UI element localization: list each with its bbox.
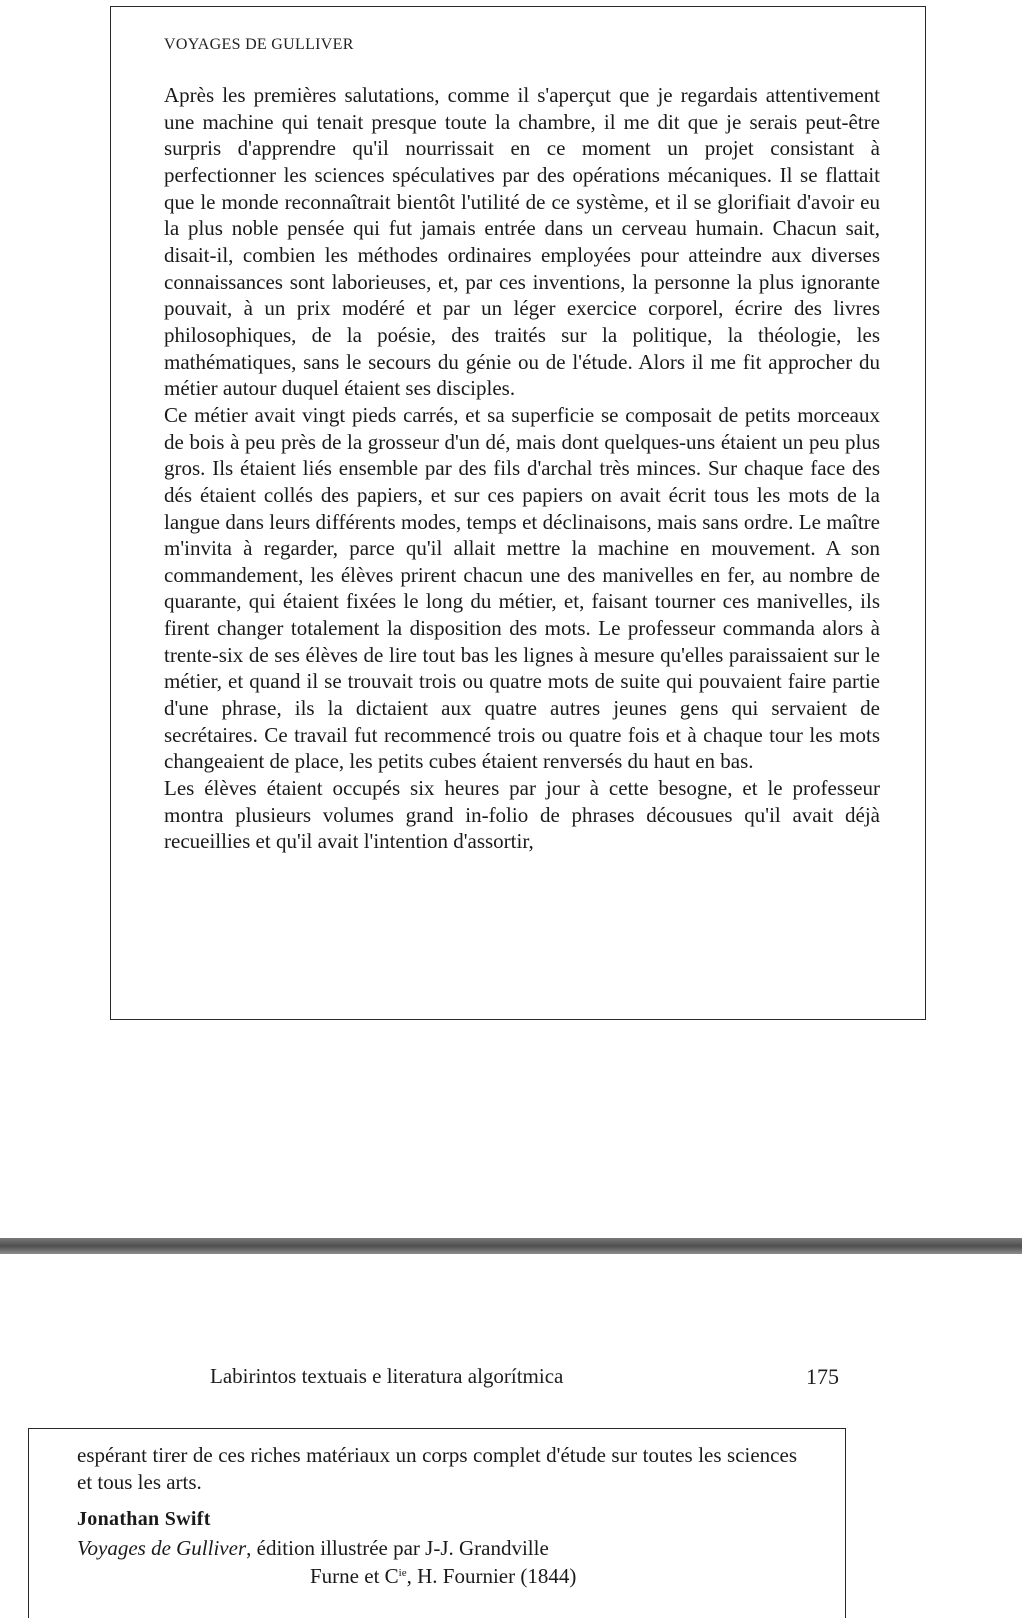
quotation-continuation: espérant tirer de ces riches matériaux un corps complet d'étude sur toutes les sciences et tous les arts.: [77, 1443, 797, 1494]
author-name: Jonathan Swift: [77, 1508, 211, 1530]
paragraph: Après les premières salutations, comme il s'aperçut que je regardais attentivement une machine qui tenait presque toute la chambre, il me dit que je serais peut-être surpris d'apprendre qu'il nourrissait en ce moment un projet consistant à perfectionner les sciences spéculatives par des opérations mécaniques. Il se flattait que le monde reconnaîtrait bientôt l'utilité de ce système, et il se glorifiait d'avoir eu la plus noble pensée qui fut jamais entrée dans un cerveau humain. Chacun sait, disait-il, combien les méthodes ordinaires employées pour atteindre aux diverses connaissances sont laborieuses, et, par ces inventions, la personne la plus ignorante pouvait, à un prix modéré et par un léger exercice corporel, écrire des livres philosophiques, de la poésie, des traités sur la politique, la théologie, les mathématiques, sans le secours du génie ou de l'étude. Alors il me fit approcher du métier autour duquel étaient ses disciples.: [164, 83, 880, 401]
publisher-suffix: , H. Fournier (1844): [406, 1564, 577, 1588]
publisher-citation: [310, 1564, 576, 1589]
page-number: 175: [806, 1364, 839, 1389]
paragraph: Ce métier avait vingt pieds carrés, et sa superficie se composait de petits morceaux de bois à peu près de la grosseur d'un dé, mais dont quelques-uns étaient un peu plus gros. Ils étaient liés ensemble par des fils d'archal très minces. Sur chaque face des dés étaient collés des papiers, et sur ces papiers on avait écrit tous les mots de la langue dans leurs différents modes, temps et déclinaisons, mais sans ordre. Le maître m'invita à regarder, parce qu'il allait mettre la machine en mouvement. A son commandement, les élèves prirent chacun une des manivelles en fer, au nombre de quarante, qui étaient fixées le long du métier, et, faisant tourner ces manivelles, ils firent changer totalement la disposition des mots. Le professeur commanda alors à trente-six de ses élèves de lire tout bas les lignes à mesure qu'elles paraissaient sur le métier, et quand il se trouvait trois ou quatre mots de suite qui pouvaient faire partie d'une phrase, ils la dictaient aux quatre autres jeunes gens qui servaient de secrétaires. Ce travail fut recommencé trois ou quatre fois et à chaque tour les mots changeaient de place, les petits cubes étaient renversés du haut en bas.: [164, 402, 880, 774]
publisher-superscript: ie: [398, 1567, 407, 1579]
book-title-header: Labirintos textuais e literatura algorítmica: [210, 1364, 564, 1388]
paragraph: Les élèves étaient occupés six heures par jour à cette besogne, et le professeur montra plusieurs volumes grand in-folio de phrases décousues qu'il avait déjà recueillies et qu'il avait l'intention d'assortir,: [164, 776, 880, 854]
publisher-prefix: Furne et C: [310, 1564, 399, 1588]
source-citation: [77, 1536, 549, 1561]
quotation-body: [164, 82, 880, 855]
source-title: Voyages de Gulliver: [77, 1536, 247, 1560]
running-head: VOYAGES DE GULLIVER: [164, 36, 354, 53]
page-break-divider: [0, 1238, 1022, 1254]
source-edition: , édition illustrée par J-J. Grandville: [246, 1536, 549, 1560]
